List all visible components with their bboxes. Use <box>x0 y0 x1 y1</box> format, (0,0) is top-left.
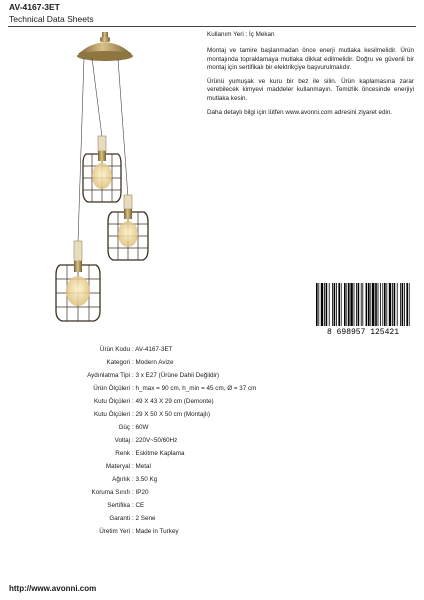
barcode-bar <box>332 283 333 326</box>
barcode-digits: 8 698957 125421 <box>326 328 400 336</box>
pendant-shade-3 <box>56 241 100 321</box>
barcode-bar <box>378 283 379 326</box>
spec-label: Materyal <box>105 463 130 470</box>
spec-value: : Made in Turkey <box>132 528 179 535</box>
barcode-bar <box>366 283 368 326</box>
barcode-bar <box>397 283 398 326</box>
spec-value: : Modern Avize <box>132 359 174 366</box>
spec-label: Ürün Ölçüleri <box>93 385 130 392</box>
barcode-bar <box>409 283 410 326</box>
barcode <box>312 282 414 336</box>
usage-and-safety-info <box>207 31 414 123</box>
spec-row <box>0 423 424 433</box>
barcode-bar <box>329 283 330 326</box>
spec-label: Kutu Ölçüleri <box>93 398 130 405</box>
spec-label: Güç <box>118 424 130 431</box>
barcode-bar <box>338 283 340 326</box>
spec-row <box>0 449 424 459</box>
cleaning-instructions: Ürünü yumuşak ve kuru bir bez ile silin. Ürün kaplamasına zarar verebilecek kimyevi maddeler kullanmayın. Temizlik öncesinde enerjiyi mutlaka kesin. <box>207 78 414 102</box>
document-subtitle: Technical Data Sheets <box>9 14 94 24</box>
spec-value: : AV-4167-3ET <box>132 346 173 353</box>
barcode-bar <box>384 283 386 326</box>
spec-row <box>0 436 424 446</box>
spec-value: : 49 X 43 X 29 cm (Demonte) <box>132 398 214 405</box>
barcode-bar <box>382 283 383 326</box>
barcode-bar <box>372 283 374 326</box>
spec-label: Sertifika <box>107 502 130 509</box>
spec-row <box>0 397 424 407</box>
spec-row <box>0 475 424 485</box>
spec-value: : 29 X 50 X 50 cm (Montajlı) <box>132 411 211 418</box>
spec-label: Renk <box>115 450 130 457</box>
barcode-bar <box>316 283 318 326</box>
spec-label: Üretim Yeri <box>99 528 130 535</box>
spec-label: Aydınlatma Tipi <box>87 372 130 379</box>
usage-location: Kullanım Yeri : İç Mekan <box>207 31 275 38</box>
spec-row <box>0 501 424 511</box>
barcode-bar <box>361 283 362 326</box>
barcode-bar <box>386 283 387 326</box>
barcode-bar <box>392 283 393 326</box>
barcode-bar <box>358 283 360 326</box>
spec-value: : 3 x E27 (Ürüne Dahil Değildir) <box>132 372 220 379</box>
spec-value: : IP20 <box>132 489 149 496</box>
spec-row <box>0 527 424 537</box>
barcode-bar <box>402 283 404 326</box>
spec-label: Koruma Sınıfı <box>91 489 130 496</box>
spec-label: Kutu Ölçüleri <box>93 411 130 418</box>
barcode-bar <box>350 283 352 326</box>
barcode-bar <box>348 283 350 326</box>
spec-value: : 3.50 Kg <box>132 476 158 483</box>
spec-label: Ağırlık <box>112 476 130 483</box>
pendant-shade-1 <box>83 136 121 202</box>
spec-value: : 60W <box>132 424 149 431</box>
barcode-bar <box>380 283 381 326</box>
barcode-bar <box>318 283 319 326</box>
spec-row <box>0 410 424 420</box>
spec-row <box>0 462 424 472</box>
barcode-bar <box>394 283 396 326</box>
barcode-bar <box>336 283 337 326</box>
spec-value: : CE <box>132 502 145 509</box>
spec-value: : Metal <box>132 463 151 470</box>
barcode-bar <box>375 283 377 326</box>
barcode-bar <box>368 283 370 326</box>
barcode-bar <box>370 283 371 326</box>
spec-value: : h_max = 90 cm, h_min = 45 cm, Ø = 37 cm <box>132 385 257 392</box>
barcode-bars <box>316 283 410 326</box>
barcode-bar <box>400 283 401 326</box>
barcode-bar <box>356 283 357 326</box>
more-info-note: Daha detaylı bilgi için lütfen www.avonni.com adresini ziyaret edin. <box>207 109 393 117</box>
spec-row <box>0 345 424 355</box>
spec-value: : Eskitme Kaplama <box>132 450 185 457</box>
pendant-shade-2 <box>108 195 148 260</box>
barcode-bar <box>406 283 408 326</box>
spec-row <box>0 514 424 524</box>
barcode-bar <box>324 283 325 326</box>
spec-row <box>0 384 424 394</box>
spec-label: Ürün Kodu <box>99 346 130 353</box>
barcode-bar <box>344 283 346 326</box>
website-link[interactable]: http://www.avonni.com <box>9 584 97 593</box>
spec-label: Garanti <box>109 515 130 522</box>
barcode-bar <box>404 283 405 326</box>
spec-value: : 220V~50/60Hz <box>132 437 178 444</box>
barcode-bar <box>326 283 328 326</box>
barcode-bar <box>362 283 363 326</box>
barcode-bar <box>346 283 347 326</box>
spec-value: : 2 Sene <box>132 515 156 522</box>
barcode-bar <box>321 283 323 326</box>
header-divider <box>8 26 416 27</box>
installation-warning: Montaj ve tamire başlanmadan önce enerji mutlaka kesilmelidir. Ürün montajında topraklamaya mutlaka dikkat edilmelidir. Doğru ve güvenli bir montaj için sertifikalı bir elektrikçiye başvurulmalıdır. <box>207 47 414 71</box>
spec-label: Kategori <box>106 359 130 366</box>
ceiling-canopy <box>77 32 133 61</box>
product-code-title: AV-4167-3ET <box>9 2 60 12</box>
barcode-bar <box>341 283 342 326</box>
barcode-bar <box>389 283 391 326</box>
barcode-bar <box>354 283 355 326</box>
spec-row <box>0 371 424 381</box>
product-image <box>48 32 168 328</box>
spec-label: Voltaj <box>114 437 130 444</box>
barcode-bar <box>334 283 336 326</box>
spec-row <box>0 488 424 498</box>
spec-row <box>0 358 424 368</box>
